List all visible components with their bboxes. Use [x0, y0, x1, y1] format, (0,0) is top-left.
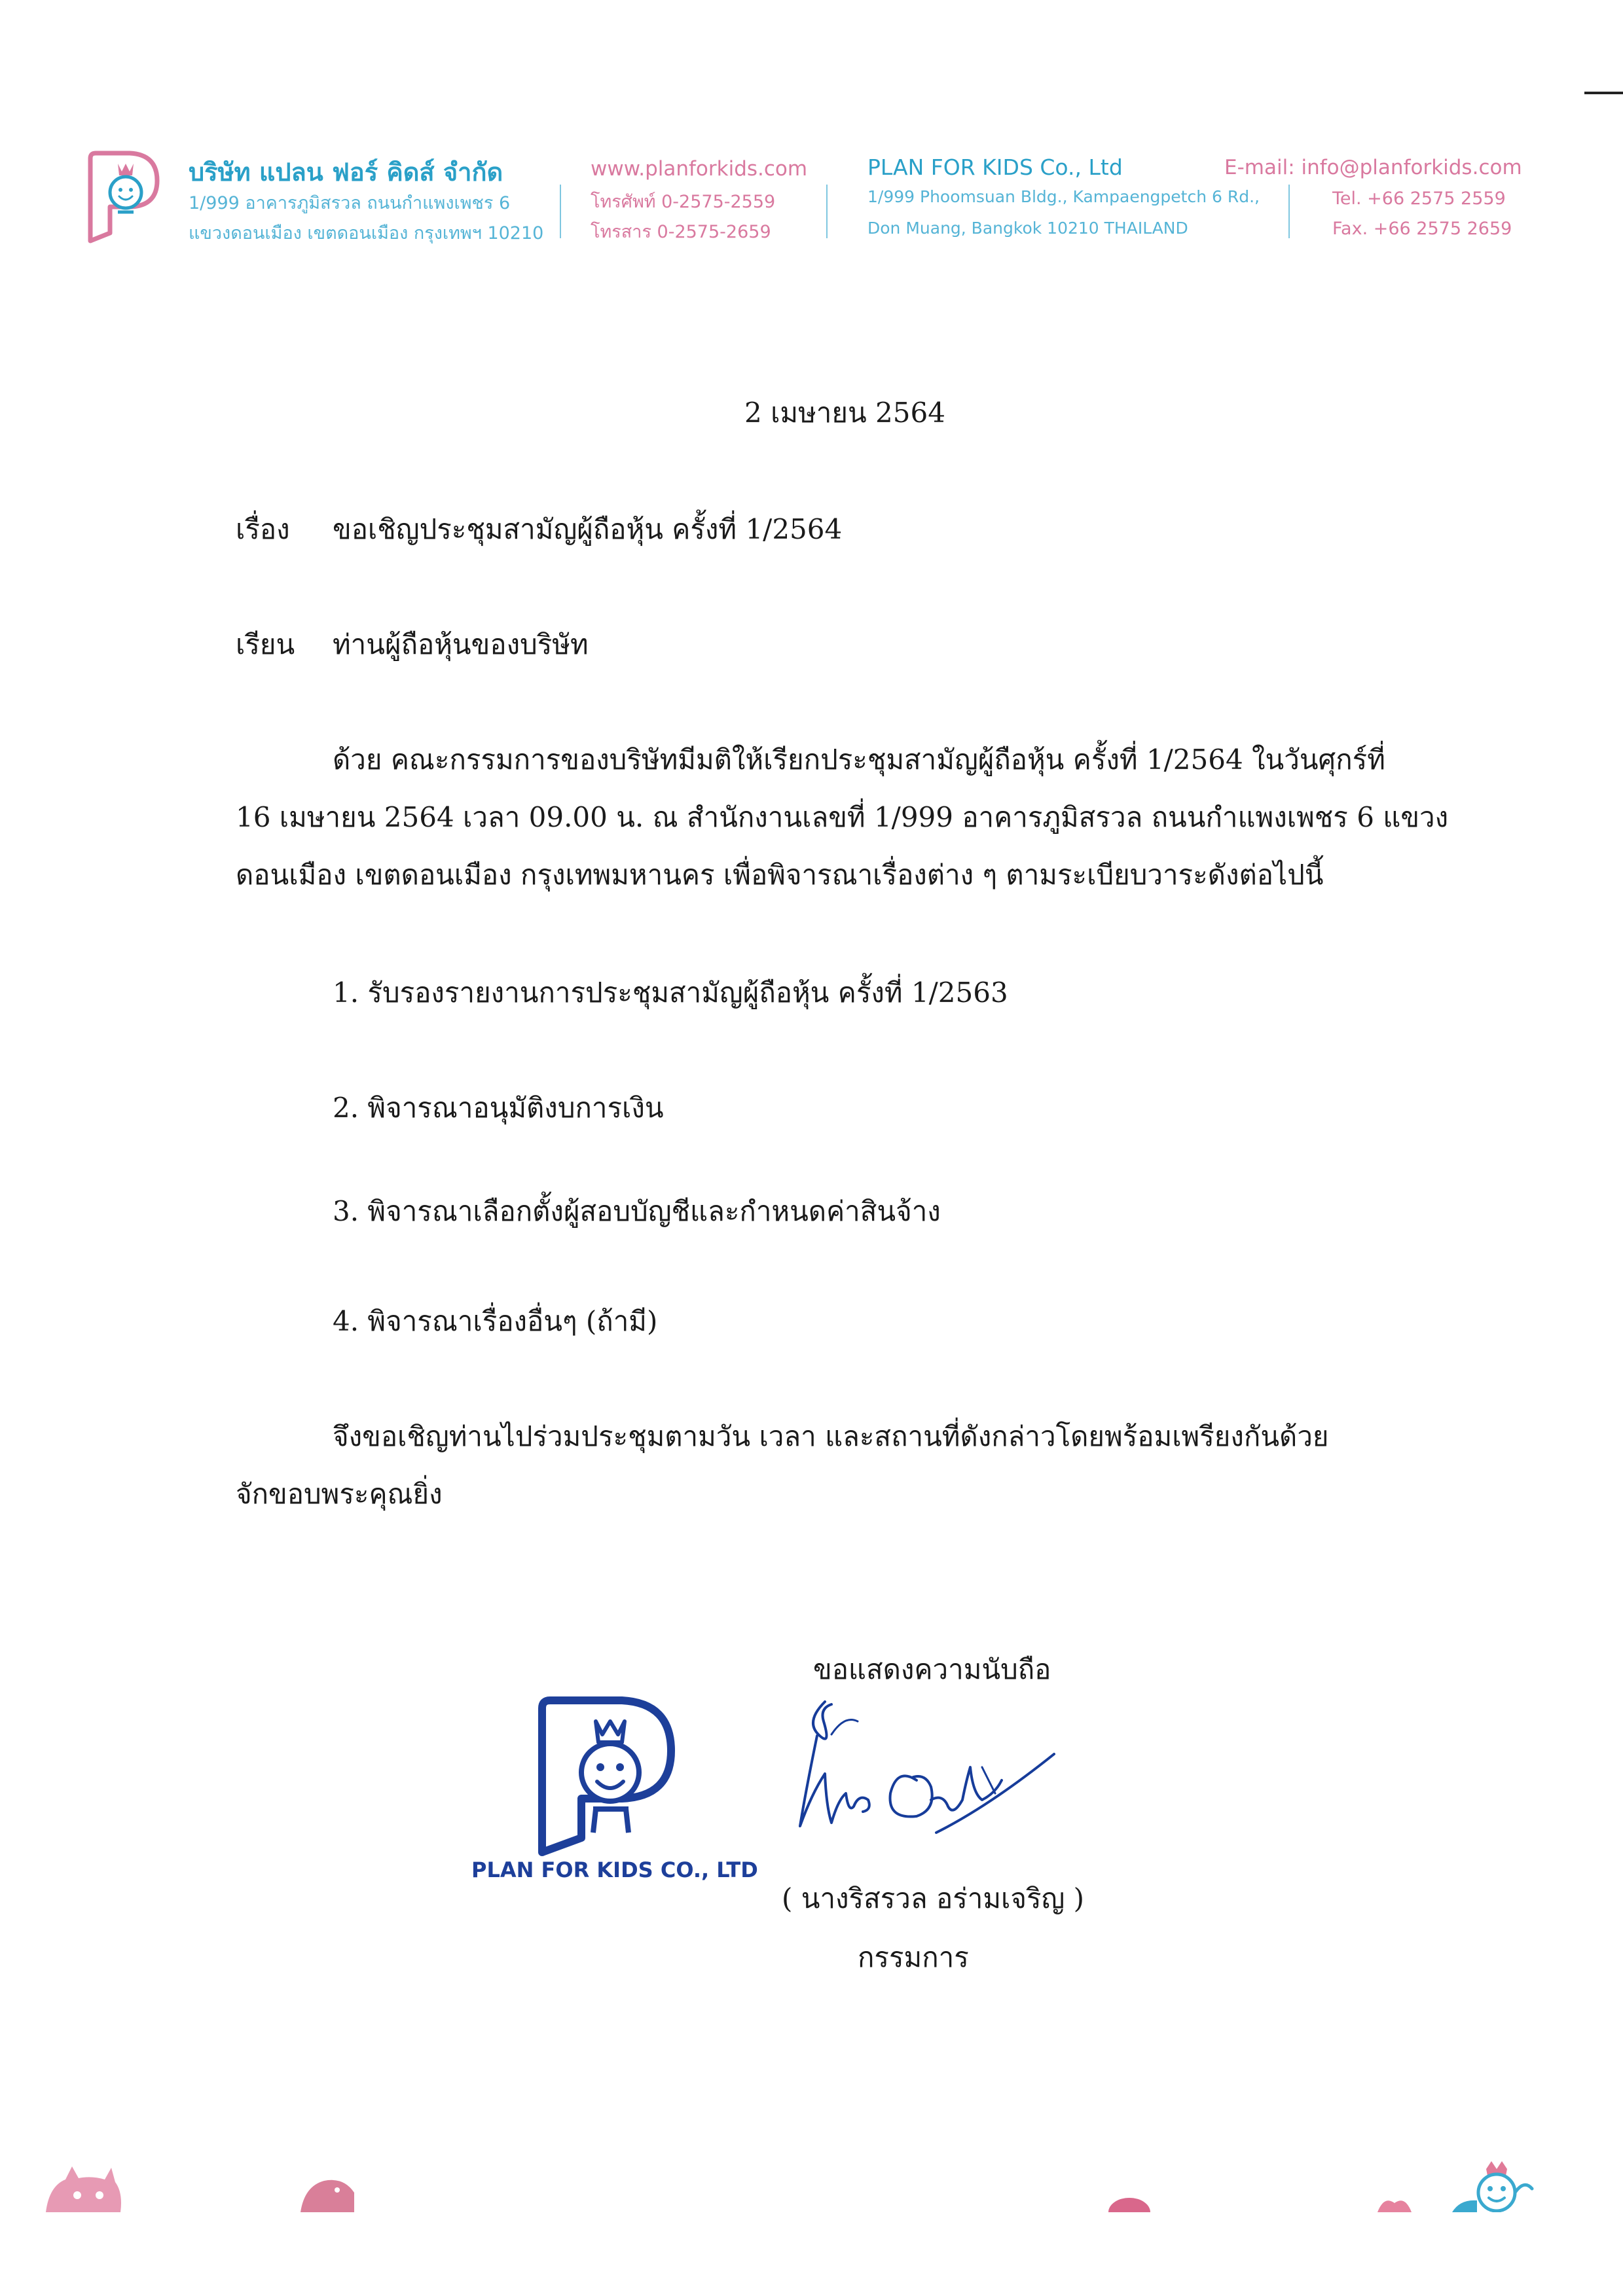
- paragraph-line: ด้วย คณะกรรมการของบริษัทมีมติให้เรียกประชุมสามัญผู้ถือหุ้น ครั้งที่ 1/2564 ในวันศุกร์ที่: [333, 744, 1385, 776]
- agenda-item: 1. รับรองรายงานการประชุมสามัญผู้ถือหุ้น ครั้งที่ 1/2563: [333, 977, 1008, 1009]
- agenda-item: 3. พิจารณาเลือกตั้งผู้สอบบัญชีและกำหนดค่าสินจ้าง: [333, 1195, 941, 1227]
- letterhead-divider: [1288, 185, 1290, 238]
- company-name-en: PLAN FOR KIDS Co., Ltd: [867, 154, 1123, 180]
- company-name-th: บริษัท แปลน ฟอร์ คิดส์ จำกัด: [189, 158, 503, 187]
- closing-line: จักขอบพระคุณยิ่ง: [236, 1478, 443, 1510]
- company-email: E-mail: info@planforkids.com: [1224, 156, 1522, 179]
- paragraph-line: 16 เมษายน 2564 เวลา 09.00 น. ณ สำนักงานเลขที่ 1/999 อาคารภูมิสรวล ถนนกำแพงเพชร 6 แขวง: [236, 801, 1449, 833]
- subject-text: ขอเชิญประชุมสามัญผู้ถือหุ้น ครั้งที่ 1/2564: [333, 513, 843, 545]
- company-address-en-line2: Don Muang, Bangkok 10210 THAILAND: [867, 219, 1188, 238]
- company-tel-en: Tel. +66 2575 2559: [1332, 188, 1506, 209]
- blob-decor-icon: [1106, 2190, 1152, 2212]
- company-address-th-line2: แขวงดอนเมือง เขตดอนเมือง กรุงเทพฯ 10210: [189, 223, 544, 243]
- signature-image: [786, 1695, 1061, 1852]
- footer-decorations: [0, 2160, 1623, 2212]
- recipient-label: เรียน: [236, 628, 295, 660]
- company-address-th-line1: 1/999 อาคารภูมิสรวล ถนนกำแพงเพชร 6: [189, 193, 511, 213]
- company-fax-th: โทรสาร 0-2575-2659: [591, 222, 771, 242]
- closing-line: จึงขอเชิญท่านไปร่วมประชุมตามวัน เวลา และสถานที่ดังกล่าวโดยพร้อมเพรียงกันด้วย: [333, 1420, 1329, 1452]
- paragraph-line: ดอนเมือง เขตดอนเมือง กรุงเทพมหานคร เพื่อพิจารณาเรื่องต่าง ๆ ตามระเบียบวาระดังต่อไปนี้: [236, 859, 1324, 891]
- kid-mascot-icon: [1447, 2160, 1558, 2212]
- company-phone-th: โทรศัพท์ 0-2575-2559: [591, 192, 776, 212]
- company-website: www.planforkids.com: [591, 157, 808, 181]
- flower-decor-icon: [1375, 2194, 1414, 2212]
- kid-face-p-logo-icon: [84, 149, 162, 247]
- company-fax-en: Fax. +66 2575 2659: [1332, 219, 1512, 239]
- closing-regards: ขอแสดงความนับถือ: [813, 1653, 1051, 1685]
- signer-name: ( นางริสรวล อร่ามเจริญ ): [782, 1882, 1085, 1914]
- kid-face-p-stamp-icon: [530, 1689, 681, 1859]
- company-address-en-line1: 1/999 Phoomsuan Bldg., Kampaengpetch 6 Rd.,: [867, 187, 1260, 206]
- agenda-item: 2. พิจารณาอนุมัติงบการเงิน: [333, 1092, 664, 1124]
- recipient-text: ท่านผู้ถือหุ้นของบริษัท: [333, 628, 589, 660]
- subject-label: เรื่อง: [236, 513, 290, 545]
- signer-title: กรรมการ: [858, 1941, 969, 1973]
- letterhead-divider: [826, 185, 828, 238]
- cat-decor-icon: [39, 2160, 124, 2212]
- dino-decor-icon: [298, 2173, 357, 2212]
- agenda-item: 4. พิจารณาเรื่องอื่นๆ (ถ้ามี): [333, 1305, 658, 1337]
- letterhead: [0, 0, 1623, 275]
- letter-date: 2 เมษายน 2564: [744, 397, 945, 429]
- stamp-caption: PLAN FOR KIDS CO., LTD: [471, 1857, 758, 1882]
- letterhead-divider: [560, 185, 561, 238]
